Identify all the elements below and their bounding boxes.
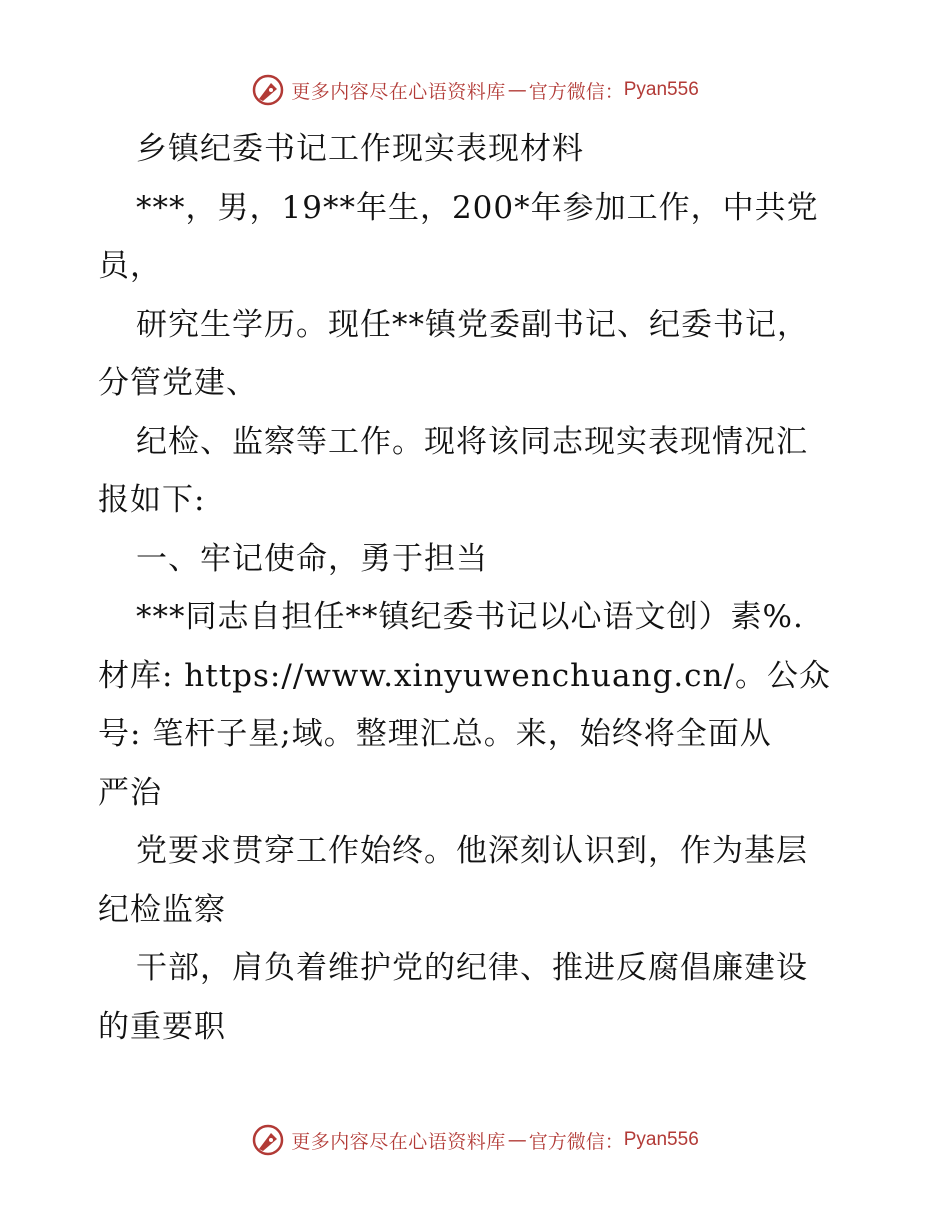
paragraph-line: 干部，肩负着维护党的纪律、推进反腐倡廉建设 xyxy=(136,950,808,986)
paragraph-line: ***同志自担任**镇纪委书记以心语文创）素%. xyxy=(136,599,804,635)
banner-wechat-id: Pyan556 xyxy=(623,79,699,100)
paragraph-line: ***，男，19**年生，200*年参加工作，中共党 xyxy=(136,189,819,226)
paragraph-line: 材库: https://www.xinyuwenchuang.cn/。公众 xyxy=(98,657,831,694)
header-banner xyxy=(0,70,950,110)
banner-text: 更多内容尽在心语资料库 xyxy=(291,80,506,103)
banner-separator: — xyxy=(507,79,527,101)
footer-banner xyxy=(0,1120,950,1160)
paragraph-line: 员， xyxy=(98,248,162,284)
banner-wechat-label: 官方微信： xyxy=(528,1130,624,1153)
paragraph-line: 号: 笔杆子星;域。整理汇总。来，始终将全面从 xyxy=(98,716,772,752)
paragraph-line: 党要求贯穿工作始终。他深刻认识到，作为基层 xyxy=(136,833,808,869)
section-heading: 一、牢记使命，勇于担当 xyxy=(136,540,488,577)
paragraph-line: 研究生学历。现任**镇党委副书记、纪委书记， xyxy=(136,306,809,343)
paragraph-line: 纪检监察 xyxy=(98,891,226,928)
banner-separator: — xyxy=(507,1129,527,1151)
paragraph-line: 分管党建、 xyxy=(98,365,258,401)
paragraph-line: 的重要职 xyxy=(98,1008,226,1045)
paragraph-line: 报如下: xyxy=(98,482,206,518)
paragraph-line: 纪检、监察等工作。现将该同志现实表现情况汇 xyxy=(136,423,808,460)
banner-text: 更多内容尽在心语资料库 xyxy=(291,1130,506,1153)
document-title: 乡镇纪委书记工作现实表现材料 xyxy=(136,131,584,167)
banner-wechat-id: Pyan556 xyxy=(623,1129,699,1150)
pen-nib-logo-icon xyxy=(251,1123,285,1157)
document-body xyxy=(98,120,858,1056)
paragraph-line: 严治 xyxy=(98,774,162,811)
pen-nib-logo-icon xyxy=(251,73,285,107)
banner-wechat-label: 官方微信： xyxy=(528,80,624,103)
